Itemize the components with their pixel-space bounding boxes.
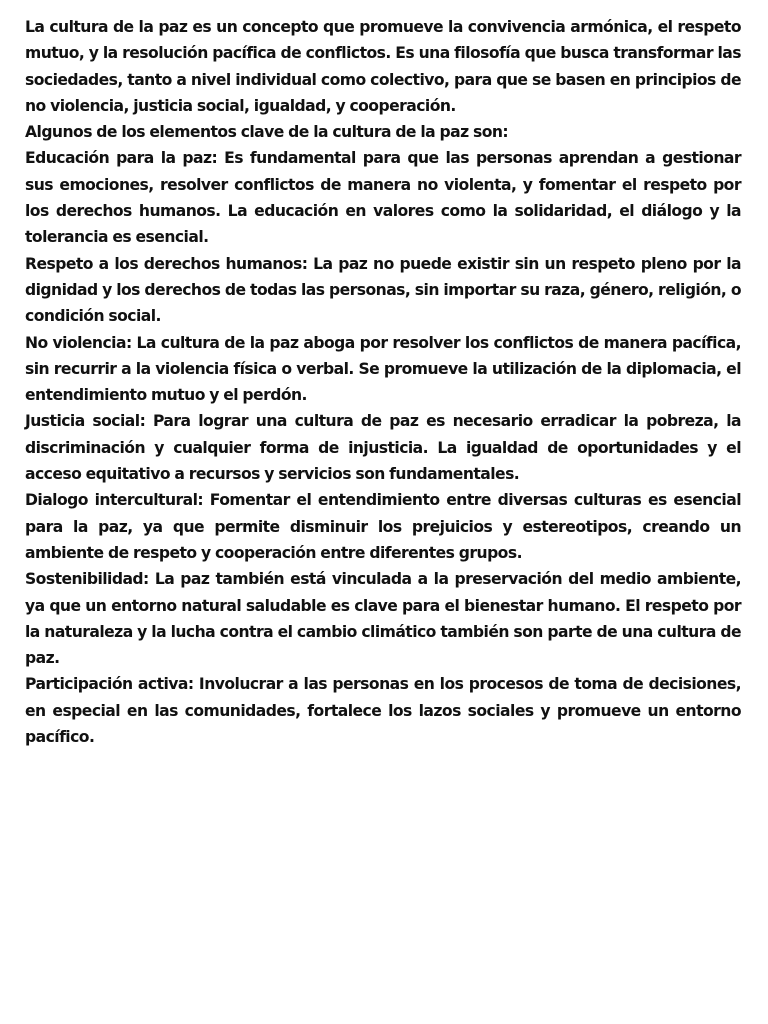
paragraph-justicia-social: Justicia social: Para lograr una cultura de paz es necesario erradicar la pobreza, la discriminación y cualquier forma de injusticia. La igualdad de oportunidades y el acceso equitativo a recursos y servicios son fundamentales. [25,412,741,484]
paragraph-derechos-humanos: Respeto a los derechos humanos: La paz no puede existir sin un respeto pleno por la dignidad y los derechos de todas las personas, sin importar su raza, género, religión, o condición social. [25,254,741,326]
paragraph-participacion-activa: Participación activa: Involucrar a las personas en los procesos de toma de decisiones, en especial en las comunidades, fortalece los lazos sociales y promueve un entorno pacífico. [25,675,741,747]
paragraph-no-violencia: No violencia: La cultura de la paz aboga por resolver los conflictos de manera pacífica, sin recurrir a la violencia física o verbal. Se promueve la utilización de la diplomacia, el entendimiento mutuo y el perdón. [25,333,741,405]
key-elements-heading: Algunos de los elementos clave de la cultura de la paz son: [25,123,509,142]
paragraph-dialogo-intercultural: Dialogo intercultural: Fomentar el entendimiento entre diversas culturas es esencial para la paz, ya que permite disminuir los prejuicios y estereotipos, creando un ambiente de respeto y cooperación entre diferentes grupos. [25,491,741,562]
paragraph-sostenibilidad: Sostenibilidad: La paz también está vinculada a la preservación del medio ambiente, ya que un entorno natural saludable es clave para el bienestar humano. El respeto por la naturaleza y la lucha contra el cambio climático también son parte de una cultura de paz. [25,570,741,668]
intro-paragraph: La cultura de la paz es un concepto que promueve la convivencia armónica, el respeto mutuo, y la resolución pacífica de conflictos. Es una filosofía que busca transformar las sociedades, tanto a nivel individual como colectivo, para que se basen en principios de no violencia, justicia social, igualdad, y cooperación. [25,18,741,115]
paragraph-educacion: Educación para la paz: Es fundamental para que las personas aprendan a gestionar sus emociones, resolver conflictos de manera no violenta, y fomentar el respeto por los derechos humanos. La educación en valores como la solidaridad, el diálogo y la tolerancia es esencial. [25,149,741,247]
document-body [25,14,741,750]
